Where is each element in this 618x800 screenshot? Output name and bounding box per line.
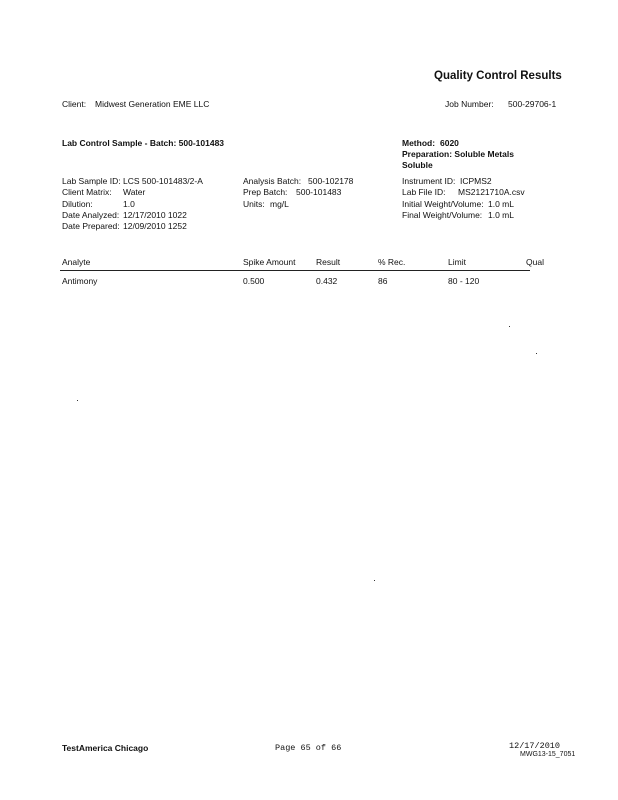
table-cell-result: 0.432	[316, 276, 338, 286]
footer-company: TestAmerica Chicago	[62, 743, 149, 753]
detail-label: Lab Sample ID:	[62, 176, 121, 186]
detail-value: mg/L	[270, 199, 289, 209]
detail-label: Final Weight/Volume:	[402, 210, 483, 220]
detail-value: ICPMS2	[460, 176, 492, 186]
column-header-result: Result	[316, 257, 341, 267]
table-header-divider	[60, 270, 530, 271]
preparation-line-2: Soluble	[402, 160, 433, 170]
section-title: Lab Control Sample - Batch: 500-101483	[62, 138, 225, 148]
detail-value: 500-102178	[308, 176, 354, 186]
preparation-line-1: Preparation: Soluble Metals	[402, 149, 514, 159]
footer-date: 12/17/2010	[509, 741, 561, 751]
detail-value: 12/17/2010 1022	[123, 210, 187, 220]
detail-label: Lab File ID:	[402, 187, 446, 197]
detail-value: Water	[123, 187, 146, 197]
client-value: Midwest Generation EME LLC	[95, 99, 210, 109]
table-cell-percent-recovery: 86	[378, 276, 388, 286]
detail-value: 500-101483	[296, 187, 342, 197]
page-title: Quality Control Results	[434, 70, 562, 82]
job-number-value: 500-29706-1	[508, 99, 557, 109]
scan-speck	[77, 400, 78, 401]
detail-value: LCS 500-101483/2-A	[123, 176, 203, 186]
method-value: 6020	[440, 138, 459, 148]
column-header-analyte: Analyte	[62, 257, 91, 267]
column-header-percent-recovery: % Rec.	[378, 257, 406, 267]
footer-code: MWG13-15_7051	[520, 751, 576, 758]
scan-speck	[374, 580, 375, 581]
scan-speck	[509, 326, 510, 327]
detail-label: Units:	[243, 199, 265, 209]
column-header-qual: Qual	[526, 257, 544, 267]
table-cell-limit: 80 - 120	[448, 276, 480, 286]
detail-label: Dilution:	[62, 199, 93, 209]
detail-label: Instrument ID:	[402, 176, 456, 186]
table-cell-spike-amount: 0.500	[243, 276, 265, 286]
detail-label: Date Prepared:	[62, 221, 120, 231]
job-number-label: Job Number:	[445, 99, 494, 109]
detail-label: Analysis Batch:	[243, 176, 302, 186]
detail-value: MS2121710A.csv	[458, 187, 525, 197]
detail-label: Date Analyzed:	[62, 210, 120, 220]
detail-label: Initial Weight/Volume:	[402, 199, 484, 209]
detail-value: 1.0 mL	[488, 199, 514, 209]
client-label: Client:	[62, 99, 87, 109]
detail-value: 1.0	[123, 199, 135, 209]
detail-value: 12/09/2010 1252	[123, 221, 187, 231]
scan-speck	[536, 353, 537, 354]
column-header-limit: Limit	[448, 257, 466, 267]
detail-value: 1.0 mL	[488, 210, 514, 220]
table-cell-analyte: Antimony	[62, 276, 98, 286]
column-header-spike-amount: Spike Amount	[243, 257, 296, 267]
detail-label: Client Matrix:	[62, 187, 112, 197]
method-label: Method:	[402, 138, 436, 148]
detail-label: Prep Batch:	[243, 187, 288, 197]
footer-page-number: Page 65 of 66	[275, 743, 342, 753]
